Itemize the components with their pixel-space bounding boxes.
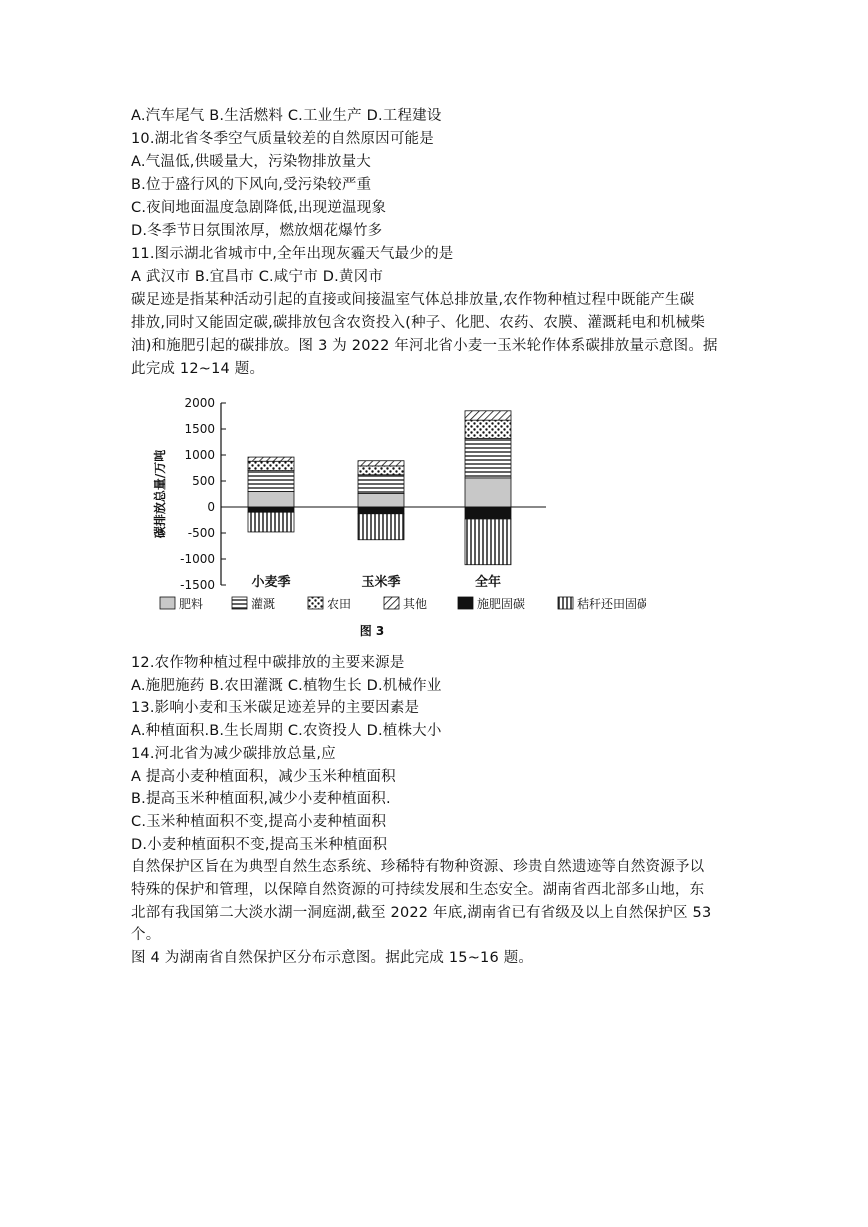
bar-segment [358, 466, 404, 475]
legend-label: 灌溉 [251, 597, 276, 611]
text-line: 14.河北省为减少碳排放总量,应 [131, 745, 336, 762]
text-line: B.位于盛行风的下风向,受污染较严重 [131, 177, 372, 193]
bar-segment [358, 461, 404, 466]
bar-segment [358, 507, 404, 514]
text-line: 图 4 为湖南省自然保护区分布示意图。据此完成 15~16 题。 [131, 950, 534, 967]
category-label: 玉米季 [361, 575, 401, 590]
bar-segment [248, 507, 294, 512]
carbon-emission-figure [146, 383, 646, 643]
y-tick-label: 1500 [184, 422, 215, 436]
text-line: 个。 [131, 927, 161, 944]
text-line: D.小麦种植面积不变,提高玉米种植面积 [131, 836, 388, 853]
text-line: C.夜间地面温度急剧降低,出现逆温现象 [131, 200, 387, 216]
category-label: 小麦季 [251, 575, 291, 590]
text-line: 此完成 12~14 题。 [131, 361, 265, 377]
legend-label: 施肥固碳 [477, 597, 526, 611]
legend-label: 其他 [403, 597, 428, 611]
legend-swatch [458, 597, 473, 609]
legend-label: 农田 [327, 597, 352, 611]
stacked-bar-chart [146, 383, 646, 643]
text-line: 自然保护区旨在为典型自然生态系统、珍稀特有物种资源、珍贵自然遗迹等自然资源予以 [131, 859, 705, 876]
bar-segment [465, 420, 511, 438]
legend-swatch [558, 597, 573, 609]
text-line: 油)和施肥引起的碳排放。图 3 为 2022 年河北省小麦一玉米轮作体系碳排放量示意图。据 [131, 338, 718, 354]
text-line: A 提高小麦种植面积，减少玉米种植面积 [131, 768, 396, 785]
legend-label: 秸秆还田固碳 [577, 597, 646, 611]
text-line: C.玉米种植面积不变,提高小麦种植面积 [131, 813, 387, 830]
text-line: 11.图示湖北省城市中,全年出现灰霾天气最少的是 [131, 246, 454, 262]
legend-swatch [308, 597, 323, 609]
text-line: A.种植面积.B.生长周期 C.农资投人 D.植株大小 [131, 723, 442, 740]
y-tick-label: -500 [187, 526, 215, 540]
y-tick-label: 500 [192, 474, 215, 488]
bar-segment [465, 411, 511, 420]
bar-segment [465, 507, 511, 519]
bar-segment [248, 461, 294, 470]
bar-segment [465, 478, 511, 507]
legend-swatch [160, 597, 175, 609]
text-line: 特殊的保护和管理，以保障自然资源的可持续发展和生态安全。湖南省西北部多山地，东 [131, 882, 705, 898]
bar-segment [358, 475, 404, 494]
text-line: 13.影响小麦和玉米碳足迹差异的主要因素是 [131, 700, 420, 717]
legend-swatch [232, 597, 247, 609]
text-line: 排放,同时又能固定碳,碳排放包含农资投入(种子、化肥、农药、农膜、灌溉耗电和机械柴 [131, 315, 706, 331]
bar-segment [248, 457, 294, 461]
y-tick-label: -1000 [180, 552, 215, 566]
y-axis-label: 碳排放总量/万吨 [153, 449, 167, 539]
text-line: 碳足迹是指某种活动引起的直接或间接温室气体总排放量,农作物种植过程中既能产生碳 [131, 292, 695, 308]
bar-segment [358, 514, 404, 540]
bar-segment [248, 491, 294, 507]
legend-label: 肥料 [179, 597, 204, 611]
figure-caption: 图 3 [359, 624, 385, 638]
text-line: D.冬季节日氛围浓厚，燃放烟花爆竹多 [131, 223, 383, 239]
bar-segment [248, 512, 294, 532]
bar-segment [248, 471, 294, 492]
bar-segment [465, 519, 511, 565]
y-tick-label: 1000 [184, 448, 215, 462]
text-line: B.提高玉米种植面积,减少小麦种植面积. [131, 791, 391, 808]
text-line: 12.农作物种植过程中碳排放的主要来源是 [131, 655, 405, 671]
text-line: A 武汉市 B.宜昌市 C.咸宁市 D.黄冈市 [131, 269, 384, 285]
y-tick-label: 2000 [184, 396, 215, 410]
bar-segment [358, 493, 404, 507]
y-tick-label: -1500 [180, 578, 215, 592]
bar-segment [465, 438, 511, 478]
text-line: 北部有我国第二大淡水湖一洞庭湖,截至 2022 年底,湖南省已有省级及以上自然保护区 53 [131, 904, 712, 921]
text-line: A.汽车尾气 B.生活燃料 C.工业生产 D.工程建设 [131, 108, 442, 124]
category-label: 全年 [474, 575, 502, 590]
text-line: 10.湖北省冬季空气质量较差的自然原因可能是 [131, 131, 434, 147]
text-line: A.施肥施药 B.农田灌溉 C.植物生长 D.机械作业 [131, 677, 442, 694]
y-tick-label: 0 [207, 500, 215, 514]
legend-swatch [384, 597, 399, 609]
text-line: A.气温低,供暖量大，污染物排放量大 [131, 154, 371, 170]
